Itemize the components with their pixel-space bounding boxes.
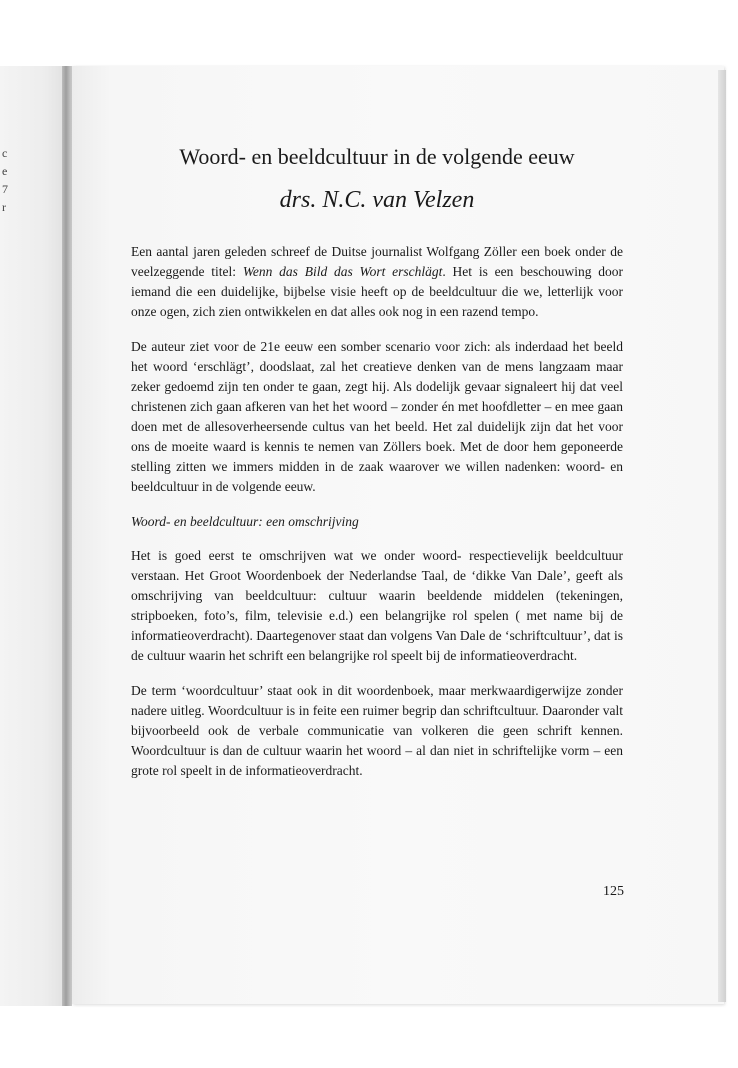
book-title: Wenn das Bild das Wort erschlägt [242,264,443,279]
page-number: 125 [603,884,624,899]
section-heading: Woord- en beeldcultuur: een omschrijving [131,514,359,529]
paragraph-intro-start: Een aantal jaren geleden schreef de Duitse journalist Wolfgang Zöller een boek onder de veelzeggende titel: [131,244,623,279]
article-title: Woord- en beeldcultuur in de volgende eeuw [179,144,575,169]
page-edge [718,70,726,1002]
margin-char-1: c [2,146,8,160]
article-author: drs. N.C. van Velzen [279,187,475,213]
margin-char-4: r [2,200,6,214]
article [131,142,623,796]
paragraph-definition: Het is goed eerst te omschrijven wat we onder woord- respectievelijk beeldcultuur verstaan. Het Groot Woordenboek der Nederlandse Taal, de ‘dikke Van Dale’, geeft als omschrijving van beeldcultuur: cultuur waarin beeldende middelen (tekeningen, stripboeken, foto’s, film, televisie e.d.) een belangrijke rol spelen ( met name bij de informatieoverdracht). Daartegenover staat dan volgens Van Dale de ‘schriftcultuur’, dat is de cultuur waarin het schrift een belangrijke rol speelt bij de informatieoverdracht. [131,548,623,663]
paragraph-scenario: De auteur ziet voor de 21e eeuw een somber scenario voor zich: als inderdaad het beeld het woord ‘erschlägt’, doodslaat, zal het creatieve denken van de mens langzaam maar zeker gedoemd zijn ten onder te gaan, zegt hij. Als dodelijk gevaar signaleert hij dat veel christenen zich gaan afkeren van het het woord – zonder én met hoofdletter – en mee gaan doen met de allesoverheersende cultus van het beeld. Het zal duidelijk zijn dat het voor ons de moeite waard is kennis te nemen van Zöllers boek. Met de door hem geponeerde stelling zitten we immers midden in de zaak waarover we willen nadenken: woord- en beeldcultuur in de volgende eeuw. [131,339,623,494]
paragraph-intro [131,242,623,322]
paragraph-woordcultuur: De term ‘woordcultuur’ staat ook in dit woordenboek, maar merkwaardigerwijze zonder nadere uitleg. Woordcultuur is in feite een ruimer begrip dan schriftcultuur. Daaronder valt bijvoorbeeld ook de verbale communicatie van volkeren die geen schrift kennen. Woordcultuur is dan de cultuur waarin het woord – al dan niet in schriftelijke vorm – een grote rol speelt in de informatieoverdracht. [131,683,623,778]
margin-char-3: 7 [2,182,8,196]
article-body [131,242,623,781]
facing-page [0,66,64,1006]
margin-char-2: e [2,164,8,178]
book-spine [62,66,72,1006]
paragraph-intro-end: . Het is een beschouwing door iemand die een duidelijke, bijbelse visie heeft op de beeldcultuur die we, letterlijk voor onze ogen, zich zien ontwikkelen en dat alles ook nog in een razend tempo. [131,264,623,319]
